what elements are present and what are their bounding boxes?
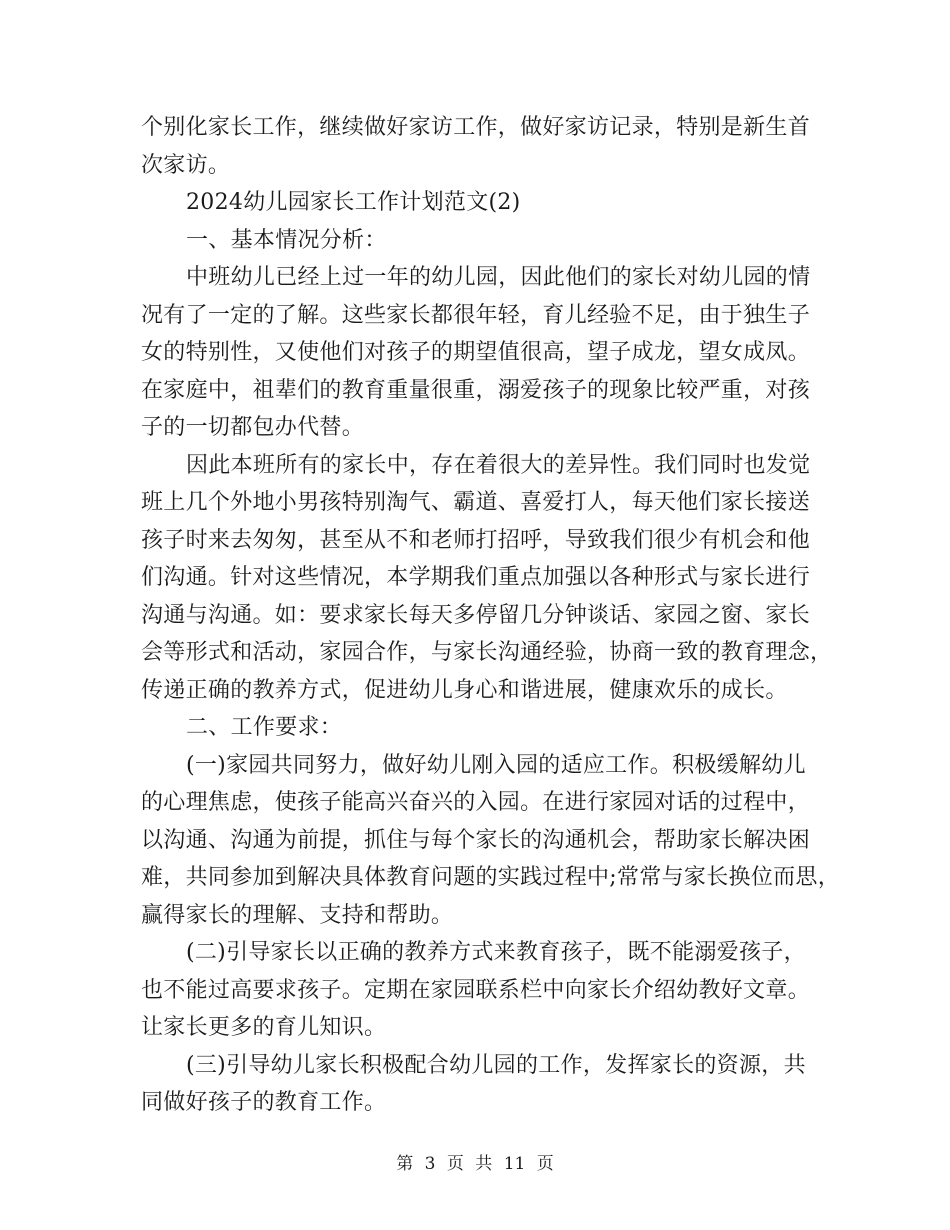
body-line: 难，共同参加到解决具体教育问题的实践过程中;常常与家长换位而思， bbox=[141, 865, 841, 890]
body-line: (一)家园共同努力，做好幼儿刚入园的适应工作。积极缓解幼儿 bbox=[186, 753, 806, 778]
page-number-footer: 第 3 页 共 11 页 bbox=[396, 1154, 554, 1174]
section-title: 2024幼儿园家长工作计划范文(2) bbox=[186, 190, 521, 215]
section-heading: 二、工作要求： bbox=[186, 715, 343, 740]
body-line: (二)引导家长以正确的教养方式来教育孩子，既不能溺爱孩子， bbox=[186, 940, 806, 965]
body-line: 以沟通、沟通为前提，抓住与每个家长的沟通机会，帮助家长解决困 bbox=[141, 828, 811, 853]
body-line: 中班幼儿已经上过一年的幼儿园，因此他们的家长对幼儿园的情 bbox=[186, 265, 811, 290]
body-line: 次家访。 bbox=[141, 153, 231, 178]
body-line: (三)引导幼儿家长积极配合幼儿园的工作，发挥家长的资源，共 bbox=[186, 1053, 806, 1078]
body-line: 在家庭中，祖辈们的教育重量很重，溺爱孩子的现象比较严重，对孩 bbox=[141, 378, 811, 403]
body-line: 子的一切都包办代替。 bbox=[141, 415, 365, 440]
body-line: 赢得家长的理解、支持和帮助。 bbox=[141, 903, 454, 928]
body-line: 的心理焦虑，使孩子能高兴奋兴的入园。在进行家园对话的过程中， bbox=[141, 790, 811, 815]
body-line: 也不能过高要求孩子。定期在家园联系栏中向家长介绍幼教好文章。 bbox=[141, 978, 811, 1003]
body-line: 女的特别性，又使他们对孩子的期望值很高，望子成龙，望女成凤。 bbox=[141, 340, 811, 365]
body-line: 让家长更多的育儿知识。 bbox=[141, 1015, 387, 1040]
body-line: 会等形式和活动，家园合作，与家长沟通经验，协商一致的教育理念， bbox=[141, 640, 833, 665]
body-line: 沟通与沟通。如：要求家长每天多停留几分钟谈话、家园之窗、家长 bbox=[141, 603, 811, 628]
body-line: 因此本班所有的家长中，存在着很大的差异性。我们同时也发觉 bbox=[186, 453, 811, 478]
body-line: 同做好孩子的教育工作。 bbox=[141, 1090, 387, 1115]
body-line: 况有了一定的了解。这些家长都很年轻，育儿经验不足，由于独生子 bbox=[141, 303, 811, 328]
body-line: 孩子时来去匆匆，甚至从不和老师打招呼，导致我们很少有机会和他 bbox=[141, 528, 811, 553]
body-line: 传递正确的教养方式，促进幼儿身心和谐进展，健康欢乐的成长。 bbox=[141, 678, 788, 703]
body-line: 个别化家长工作，继续做好家访工作，做好家访记录，特别是新生首 bbox=[141, 115, 811, 140]
body-line: 班上几个外地小男孩特别淘气、霸道、喜爱打人，每天他们家长接送 bbox=[141, 490, 811, 515]
body-line: 们沟通。针对这些情况，本学期我们重点加强以各种形式与家长进行 bbox=[141, 565, 811, 590]
section-heading: 一、基本情况分析： bbox=[186, 228, 387, 253]
